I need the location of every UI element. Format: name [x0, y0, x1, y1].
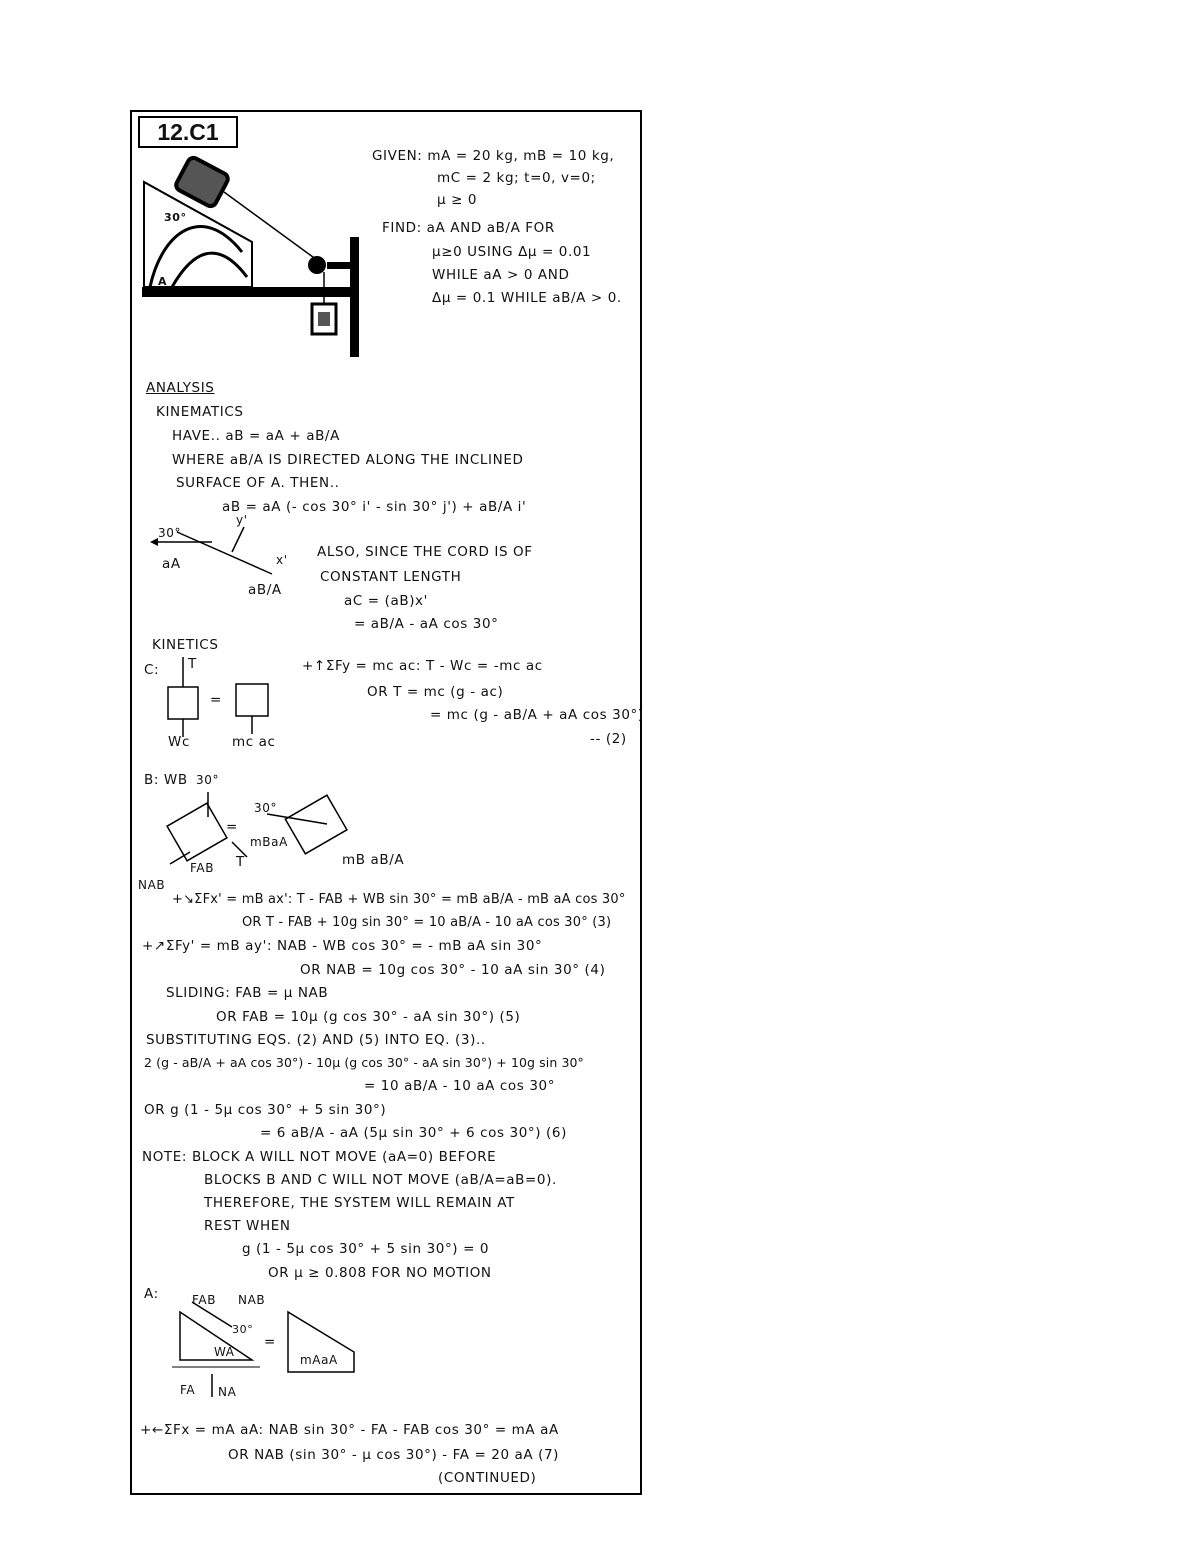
- eq-b-line: +↘ΣFx' = mB ax': T - FAB + WB sin 30° = mB aB/A - mB aA cos 30°: [172, 892, 626, 907]
- fbd-b-tension: T: [236, 854, 245, 870]
- analysis-heading: ANALYSIS: [146, 380, 215, 396]
- kinematics-heading: KINEMATICS: [156, 404, 244, 420]
- note-line: NOTE: BLOCK A WILL NOT MOVE (aA=0) BEFORE: [142, 1149, 497, 1165]
- fbd-a-friction: FAB: [192, 1293, 217, 1307]
- arrow-head: [150, 538, 158, 546]
- sketch-angle: 30°: [158, 526, 182, 540]
- eq-c-line: +↑ΣFy = mc ac: T - Wc = -mc ac: [302, 658, 543, 674]
- kinematics-line: WHERE aB/A IS DIRECTED ALONG THE INCLINED: [172, 452, 524, 468]
- kinematics-line: aB = aA (- cos 30° i' - sin 30° j') + aB/A i': [222, 499, 527, 515]
- note-line: g (1 - 5μ cos 30° + 5 sin 30°) = 0: [242, 1241, 490, 1257]
- fbd-b-box: [167, 803, 227, 861]
- find-line-4: Δμ = 0.1 WHILE aB/A > 0.: [432, 290, 622, 306]
- eq-c-line: -- (2): [590, 731, 627, 747]
- block-b-label: B: WB: [144, 772, 188, 788]
- find-line-3: WHILE aA > 0 AND: [432, 267, 570, 283]
- kinematics-line: HAVE.. aB = aA + aB/A: [172, 428, 340, 444]
- sketch-aA: aA: [162, 556, 181, 572]
- fbd-a-fa: FA: [180, 1383, 196, 1397]
- fbd-c-box: [168, 687, 198, 719]
- note-line: REST WHEN: [204, 1218, 291, 1234]
- kd-b-angle: 30°: [254, 801, 278, 815]
- fbd-c-weight: Wc: [168, 734, 190, 750]
- kd-b-mBaA: mBaA: [250, 835, 288, 849]
- cord-line: CONSTANT LENGTH: [320, 569, 462, 585]
- fbd-a-weight: WA: [214, 1345, 235, 1359]
- cord-line: = aB/A - aA cos 30°: [354, 616, 499, 632]
- eq-c-line: = mc (g - aB/A + aA cos 30°): [430, 707, 644, 723]
- eq-b-line: OR g (1 - 5μ cos 30° + 5 sin 30°): [144, 1102, 387, 1118]
- given-line-1: GIVEN: mA = 20 kg, mB = 10 kg,: [372, 148, 615, 164]
- kd-a-mAaA: mAaA: [300, 1353, 338, 1367]
- eq-b-line: 2 (g - aB/A + aA cos 30°) - 10μ (g cos 30° - aA sin 30°) + 10g sin 30°: [144, 1055, 584, 1070]
- eq-c-line: OR T = mc (g - ac): [367, 684, 504, 700]
- problem-id: 12.C1: [138, 116, 238, 148]
- sketch-aBA: aB/A: [248, 582, 282, 598]
- eq-b-line: SUBSTITUTING EQS. (2) AND (5) INTO EQ. (3)..: [146, 1032, 486, 1048]
- fbd-b-equals: =: [226, 819, 238, 835]
- note-line: BLOCKS B AND C WILL NOT MOVE (aB/A=aB=0).: [204, 1172, 557, 1188]
- block-a-fbd-label: A:: [144, 1286, 159, 1302]
- kd-c-box: [236, 684, 268, 716]
- kd-b-mBaBA: mB aB/A: [342, 852, 405, 868]
- fbd-c-equals: =: [210, 692, 222, 708]
- fbd-a-normal: NAB: [238, 1293, 266, 1307]
- solution-page: [130, 110, 642, 1495]
- sketch-x-axis: x': [276, 553, 288, 567]
- normal-b-arrow: [170, 852, 190, 864]
- kd-c-inertia: mc ac: [232, 734, 276, 750]
- kd-b-box: [285, 795, 347, 854]
- fbd-a-equals: =: [264, 1334, 276, 1350]
- kinetics-heading: KINETICS: [152, 637, 219, 653]
- sketch-line: [232, 527, 244, 552]
- block-c-label: C:: [144, 662, 160, 678]
- eq-b-line: OR T - FAB + 10g sin 30° = 10 aB/A - 10 aA cos 30° (3): [242, 915, 612, 930]
- eq-a-line: OR NAB (sin 30° - μ cos 30°) - FA = 20 aA (7): [228, 1447, 560, 1463]
- given-line-2: mC = 2 kg; t=0, v=0;: [437, 170, 596, 186]
- fbd-a-na: NA: [218, 1385, 237, 1399]
- eq-b-line: = 6 aB/A - aA (5μ sin 30° + 6 cos 30°) (6): [260, 1125, 567, 1141]
- kinematics-line: SURFACE OF A. THEN..: [176, 475, 340, 491]
- continued-label: (CONTINUED): [438, 1470, 537, 1486]
- fbd-b-friction: FAB: [190, 861, 215, 875]
- fbd-b-angle: 30°: [196, 773, 220, 787]
- diagrams-layer: [132, 112, 644, 1497]
- eq-b-line: = 10 aB/A - 10 aA cos 30°: [364, 1078, 556, 1094]
- sketch-y-axis: y': [236, 513, 248, 527]
- fbd-c-tension: T: [188, 656, 197, 672]
- note-line: THEREFORE, THE SYSTEM WILL REMAIN AT: [204, 1195, 515, 1211]
- eq-b-line: OR NAB = 10g cos 30° - 10 aA sin 30° (4): [300, 962, 606, 978]
- eq-b-line: +↗ΣFy' = mB ay': NAB - WB cos 30° = - mB aA sin 30°: [142, 938, 543, 954]
- sketch-line: [177, 532, 272, 574]
- given-line-3: μ ≥ 0: [437, 192, 478, 208]
- find-line-1: FIND: aA AND aB/A FOR: [382, 220, 555, 236]
- block-a-label: A: [158, 275, 168, 288]
- eq-a-line: +←ΣFx = mA aA: NAB sin 30° - FA - FAB cos 30° = mA aA: [140, 1422, 559, 1438]
- eq-b-line: SLIDING: FAB = μ NAB: [166, 985, 329, 1001]
- fbd-a-angle: 30°: [232, 1323, 254, 1336]
- find-line-2: μ≥0 USING Δμ = 0.01: [432, 244, 592, 260]
- fbd-b-normal: NAB: [138, 878, 166, 892]
- angle-label: 30°: [164, 211, 187, 224]
- cord-line: ALSO, SINCE THE CORD IS OF: [317, 544, 533, 560]
- cord-line: aC = (aB)x': [344, 593, 428, 609]
- eq-b-line: OR FAB = 10μ (g cos 30° - aA sin 30°) (5): [216, 1009, 521, 1025]
- note-line: OR μ ≥ 0.808 FOR NO MOTION: [268, 1265, 492, 1281]
